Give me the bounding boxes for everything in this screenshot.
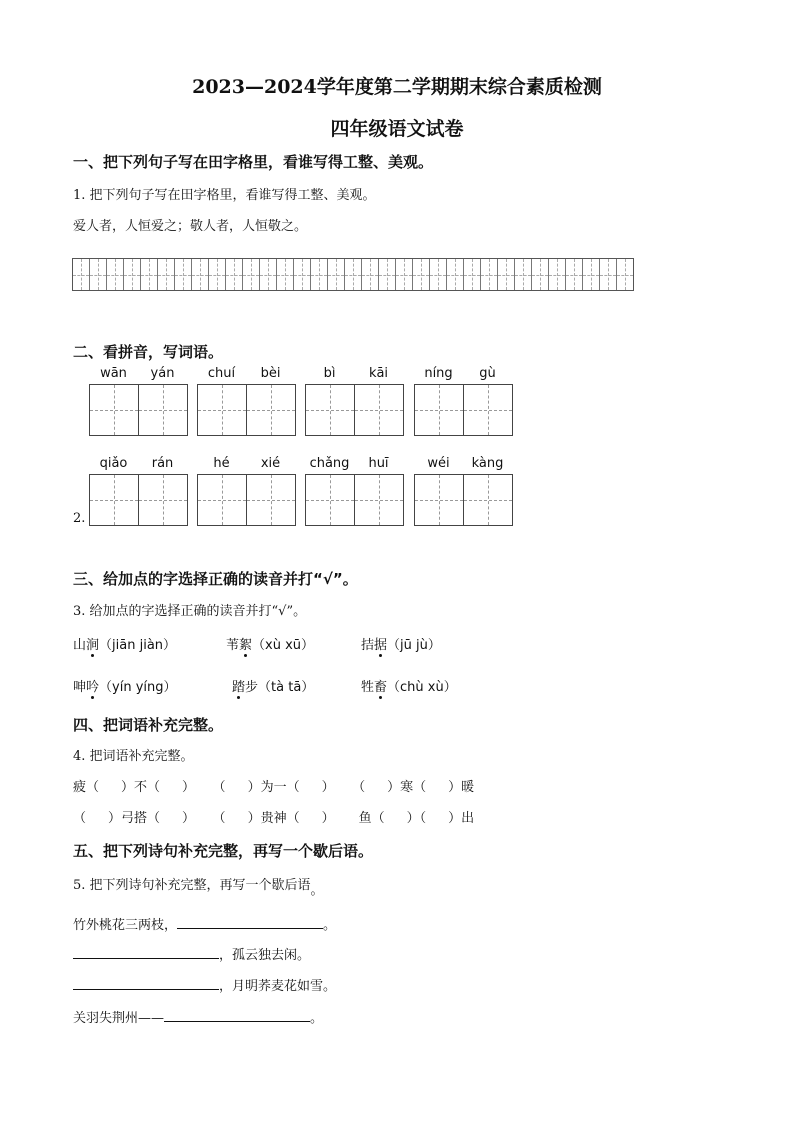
tianzige-cell[interactable]: [532, 259, 549, 290]
dotted-character: 絮: [239, 634, 252, 653]
idiom-fragment: ）（: [406, 811, 427, 826]
tianzige-cell[interactable]: [498, 259, 515, 290]
tianzige-cell[interactable]: [549, 259, 566, 290]
word-prefix: 山: [73, 638, 87, 653]
tianzige-cell[interactable]: [107, 259, 124, 290]
pinyin-word-group: [197, 366, 296, 436]
section4-question: 4. 把词语补充完整。: [73, 749, 194, 764]
tianzige-box[interactable]: [306, 475, 355, 525]
tianzige-cell[interactable]: [277, 259, 294, 290]
xiehouyu-blank[interactable]: [164, 1021, 310, 1022]
tianzige-cell[interactable]: [124, 259, 141, 290]
idiom-fragment: ）: [182, 780, 196, 795]
idiom-fragment: （: [73, 811, 87, 826]
tianzige-cell[interactable]: [311, 259, 328, 290]
poem-line-2: [73, 944, 310, 963]
tianzige-box[interactable]: [306, 385, 355, 435]
tianzige-cell[interactable]: [481, 259, 498, 290]
section2-number: 2.: [73, 511, 86, 526]
idiom-fragment: ）寒（: [387, 780, 427, 795]
dotted-character: 吟: [86, 676, 99, 695]
pinyin-labels: [89, 456, 188, 474]
page-title: 2023—2024学年度第二学期期末综合素质检测: [192, 76, 602, 98]
tianzige-boxes: [414, 474, 513, 526]
section4-heading: 四、把词语补充完整。: [73, 716, 224, 734]
tianzige-cell[interactable]: [158, 259, 175, 290]
tianzige-boxes: [89, 474, 188, 526]
pinyin-choices[interactable]: （chù xù）: [387, 680, 457, 695]
pinyin-choices[interactable]: （jiān jiàn）: [99, 638, 177, 653]
idiom-fragment: （: [219, 811, 226, 826]
pinyin-syllable: kāi: [368, 366, 389, 381]
dotted-character: 据: [374, 634, 387, 653]
pinyin-syllable: wān: [100, 366, 127, 381]
tianzige-cell[interactable]: [73, 259, 90, 290]
pinyin-labels: [197, 366, 296, 384]
pinyin-labels: [414, 366, 513, 384]
dotted-character: 畜: [374, 676, 387, 695]
idiom-fragment: ）: [321, 780, 335, 795]
pinyin-syllable: qiǎo: [99, 456, 128, 471]
reading-item: [361, 676, 457, 695]
section1-sentence: 爱人者，人恒爱之；敬人者，人恒敬之。: [73, 219, 308, 234]
tianzige-cell[interactable]: [192, 259, 209, 290]
poem-line-1: [73, 914, 336, 933]
tianzige-boxes: [89, 384, 188, 436]
idiom-fragment: ）贵神（: [247, 811, 300, 826]
pinyin-labels: [414, 456, 513, 474]
pinyin-syllable: yán: [150, 366, 175, 381]
pinyin-syllable: kàng: [471, 456, 504, 471]
tianzige-box[interactable]: [139, 385, 187, 435]
pinyin-syllable: xié: [260, 456, 281, 471]
pinyin-syllable: chuí: [207, 366, 236, 381]
idiom-fragment: ）不（: [121, 780, 161, 795]
tianzige-cell[interactable]: [260, 259, 277, 290]
pinyin-word-group: [414, 366, 513, 436]
tianzige-cell[interactable]: [379, 259, 396, 290]
idiom-fragment: （: [219, 780, 226, 795]
word-prefix: 牲: [361, 680, 375, 695]
pinyin-syllable: hé: [213, 456, 230, 471]
pinyin-labels: [89, 366, 188, 384]
idiom-fragment: ）: [182, 811, 196, 826]
tianzige-cell[interactable]: [175, 259, 192, 290]
pinyin-syllable: níng: [424, 366, 453, 381]
tianzige-cell[interactable]: [362, 259, 379, 290]
pinyin-syllable: huī: [368, 456, 389, 471]
section5-heading: 五、把下列诗句补充完整，再写一个歇后语。: [73, 842, 374, 860]
tianzige-boxes: [305, 474, 404, 526]
poem-line-1-suffix: 。: [323, 918, 337, 933]
section1-question: 1. 把下列句子写在田字格里，看谁写得工整、美观。: [73, 188, 376, 203]
section3-heading: 三、给加点的字选择正确的读音并打“√”。: [73, 570, 358, 588]
tianzige-boxes: [414, 384, 513, 436]
dotted-character: 踏: [232, 676, 245, 695]
pinyin-syllable: rán: [151, 456, 174, 471]
pinyin-labels: [197, 456, 296, 474]
reading-item: [226, 634, 314, 653]
tianzige-box[interactable]: [355, 385, 403, 435]
poem-line-3: [73, 975, 336, 994]
pinyin-syllable: gù: [479, 366, 496, 381]
page-subtitle: 四年级语文试卷: [330, 118, 464, 140]
tianzige-box[interactable]: [355, 475, 403, 525]
xiehouyu-line: [73, 1007, 323, 1026]
tianzige-writing-strip[interactable]: [72, 258, 634, 291]
pinyin-syllable: wéi: [427, 456, 450, 471]
tianzige-cell[interactable]: [583, 259, 600, 290]
xiehouyu-prefix: 关羽失荆州——: [73, 1011, 165, 1026]
tianzige-box[interactable]: [464, 385, 512, 435]
tianzige-box[interactable]: [464, 475, 512, 525]
tianzige-cell[interactable]: [464, 259, 481, 290]
reading-item: [232, 676, 314, 695]
tianzige-cell[interactable]: [396, 259, 413, 290]
pinyin-choices[interactable]: （tà tā）: [258, 680, 315, 695]
idiom-fragment: （: [358, 780, 366, 795]
tianzige-box[interactable]: [198, 475, 247, 525]
tianzige-cell[interactable]: [447, 259, 464, 290]
section5-question-text: 5. 把下列诗句补充完整，再写一个歇后语: [73, 878, 311, 893]
reading-item: [361, 634, 441, 653]
tianzige-box[interactable]: [198, 385, 247, 435]
tianzige-cell[interactable]: [430, 259, 447, 290]
pinyin-choices[interactable]: （xù xū）: [252, 638, 315, 653]
idiom-fill-row-2: [73, 807, 474, 826]
pinyin-word-group: [89, 366, 188, 436]
tianzige-box[interactable]: [90, 475, 139, 525]
section1-heading: 一、把下列句子写在田字格里，看谁写得工整、美观。: [73, 153, 434, 171]
pinyin-word-group: [305, 366, 404, 436]
idiom-fragment: ）暖: [448, 780, 475, 795]
pinyin-labels: [305, 456, 404, 474]
word-prefix: 呻: [73, 680, 87, 695]
word-prefix: 拮: [361, 638, 375, 653]
tianzige-box[interactable]: [247, 475, 295, 525]
pinyin-choices[interactable]: （yín yíng）: [99, 680, 177, 695]
poem-line-3-blank[interactable]: [73, 989, 219, 990]
tianzige-cell[interactable]: [141, 259, 158, 290]
pinyin-syllable: chǎng: [309, 456, 350, 471]
tianzige-cell[interactable]: [515, 259, 532, 290]
poem-line-2-blank[interactable]: [73, 958, 219, 959]
pinyin-word-group: [89, 456, 188, 526]
tianzige-cell[interactable]: [413, 259, 430, 290]
tianzige-boxes: [197, 474, 296, 526]
tianzige-boxes: [305, 384, 404, 436]
pinyin-word-group: [414, 456, 513, 526]
reading-item: [73, 676, 177, 695]
section2-heading: 二、看拼音，写词语。: [73, 343, 224, 361]
tianzige-box[interactable]: [139, 475, 187, 525]
word-suffix: 步: [245, 680, 259, 695]
tianzige-cell[interactable]: [294, 259, 311, 290]
idiom-fragment: ）为一（: [247, 780, 300, 795]
poem-line-1-prefix: 竹外桃花三两枝，: [73, 918, 178, 933]
pinyin-labels: [305, 366, 404, 384]
section3-question: 3. 给加点的字选择正确的读音并打“√”。: [73, 604, 307, 619]
poem-line-3-suffix: ，月明荞麦花如雪。: [219, 979, 337, 994]
tianzige-cell[interactable]: [243, 259, 260, 290]
tianzige-cell[interactable]: [328, 259, 345, 290]
section5-question-end: 。: [310, 883, 324, 898]
pinyin-word-group: [197, 456, 296, 526]
pinyin-syllable: bèi: [260, 366, 281, 381]
tianzige-cell[interactable]: [566, 259, 583, 290]
tianzige-cell[interactable]: [600, 259, 617, 290]
idiom-fill-row-1: [73, 776, 474, 795]
section5-question: [73, 874, 324, 898]
pinyin-choices[interactable]: （jū jù）: [387, 638, 441, 653]
tianzige-cell[interactable]: [617, 259, 633, 290]
xiehouyu-suffix: 。: [310, 1011, 324, 1026]
pinyin-syllable: bì: [323, 366, 336, 381]
poem-line-2-suffix: ，孤云独去闲。: [219, 948, 311, 963]
idiom-fragment: ）弓搭（: [108, 811, 161, 826]
tianzige-cell[interactable]: [226, 259, 243, 290]
idiom-fragment: 疲（: [73, 780, 100, 795]
tianzige-box[interactable]: [415, 385, 464, 435]
tianzige-box[interactable]: [90, 385, 139, 435]
tianzige-cell[interactable]: [90, 259, 107, 290]
tianzige-box[interactable]: [415, 475, 464, 525]
poem-line-1-blank[interactable]: [177, 928, 323, 929]
word-prefix: 苇: [226, 638, 240, 653]
tianzige-boxes: [197, 384, 296, 436]
idiom-fragment: ）出: [448, 811, 475, 826]
idiom-fragment: ）: [321, 811, 335, 826]
tianzige-box[interactable]: [247, 385, 295, 435]
tianzige-cell[interactable]: [345, 259, 362, 290]
tianzige-cell[interactable]: [209, 259, 226, 290]
reading-item: [73, 634, 176, 653]
dotted-character: 涧: [86, 634, 99, 653]
idiom-fragment: 鱼（: [358, 811, 385, 826]
pinyin-word-group: [305, 456, 404, 526]
